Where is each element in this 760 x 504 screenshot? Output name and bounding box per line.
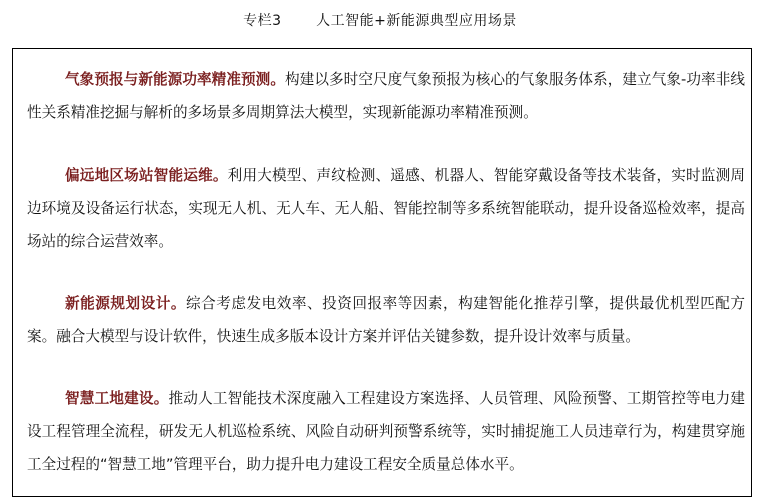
scenario-paragraph [27,63,745,129]
page-title: 专栏3 人工智能+新能源典型应用场景 [243,13,517,29]
scenario-heading: 气象预报与新能源功率精准预测 [65,71,271,88]
scenario-heading: 新能源规划设计 [65,295,171,312]
scenario-heading: 智慧工地建设 [65,390,154,407]
scenario-heading: 偏远地区场站智能运维 [65,167,213,184]
scenario-body: 推动人工智能技术深度融入工程建设方案选择、人员管理、风险预警、工期管控等电力建设工程管理全流程，研发无人机巡检系统、风险自动研判预警系统等，实时捕捉施工人员违章行为，构建贯穿施工全过程的“智慧工地”管理平台，助力提升电力建设工程安全质量总体水平。 [27,390,745,473]
heading-period: 。 [212,167,228,184]
heading-period: 。 [270,71,286,88]
heading-period: 。 [170,295,186,312]
scenario-paragraph [27,159,745,258]
scenario-body: 构建以多时空尺度气象预报为核心的气象服务体系，建立气象-功率非线性关系精准挖掘与解析的多场景多周期算法大模型，实现新能源功率精准预测。 [27,71,745,121]
heading-period: 。 [153,390,169,407]
content-box [12,48,752,497]
scenario-body: 利用大模型、声纹检测、遥感、机器人、智能穿戴设备等技术装备，实时监测周边环境及设备运行状态，实现无人机、无人车、无人船、智能控制等多系统智能联动，提升设备巡检效率，提高场站的综合运营效率。 [27,167,745,250]
scenario-paragraph [27,287,745,353]
scenario-body: 综合考虑发电效率、投资回报率等因素，构建智能化推荐引擎，提供最优机型匹配方案。融合大模型与设计软件，快速生成多版本设计方案并评估关键参数，提升设计效率与质量。 [27,295,745,345]
scenario-paragraph [27,382,745,481]
